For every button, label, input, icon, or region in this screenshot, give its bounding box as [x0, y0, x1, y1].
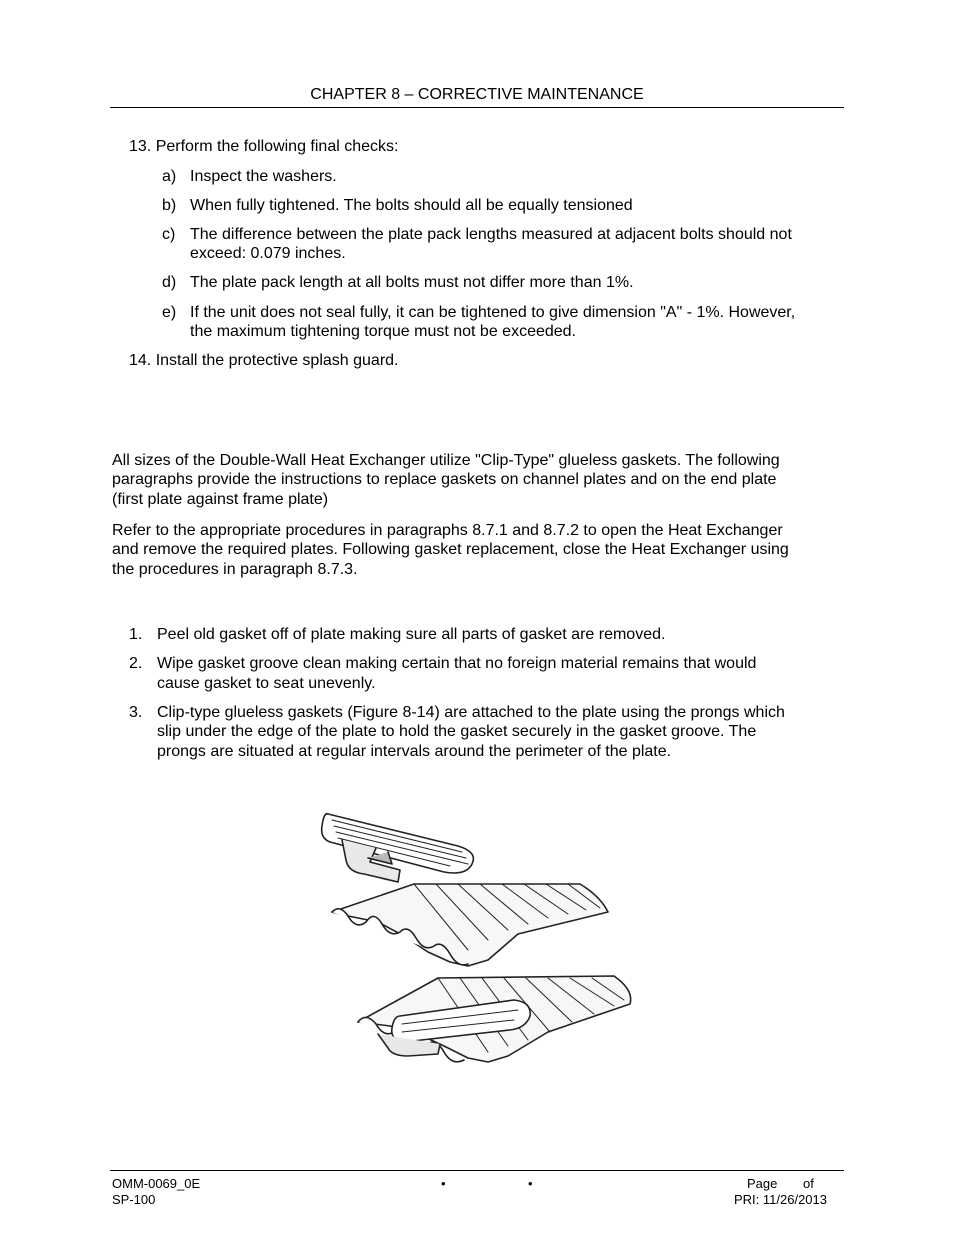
step-14-text: 14. Install the protective splash guard. [129, 352, 399, 369]
gasket-strip-detail [322, 814, 474, 882]
step-3-text-line3: prongs are situated at regular intervals around the perimeter of the plate. [157, 743, 672, 760]
check-text-c-line1: The difference between the plate pack lengths measured at adjacent bolts should not [190, 226, 792, 243]
footer-of-label: of [803, 1176, 814, 1191]
step-3-text-line2: slip under the edge of the plate to hold the gasket securely in the gasket groove. The [157, 723, 757, 740]
footer-bullet-left: • [441, 1176, 446, 1191]
step-2-text-line1: Wipe gasket groove clean making certain that no foreign material remains that would [157, 655, 757, 672]
footer-pri-date: PRI: 11/26/2013 [734, 1192, 827, 1207]
chapter-header: CHAPTER 8 – CORRECTIVE MAINTENANCE [310, 86, 644, 103]
check-label-a: a) [162, 168, 177, 185]
footer-page-label: Page [747, 1176, 778, 1191]
step-2-text-line2: cause gasket to seat unevenly. [157, 675, 376, 692]
intro-p2-line1: Refer to the appropriate procedures in paragraphs 8.7.1 and 8.7.2 to open the Heat Exchanger [112, 522, 783, 539]
step-1-text: Peel old gasket off of plate making sure all parts of gasket are removed. [157, 626, 666, 643]
check-text-b: When fully tightened. The bolts should all be equally tensioned [190, 197, 633, 214]
footer-rule [110, 1170, 844, 1171]
step-3-text-line1: Clip-type glueless gaskets (Figure 8-14) are attached to the plate using the prongs which [157, 704, 785, 721]
step-13-text: 13. Perform the following final checks: [129, 138, 399, 155]
corrugated-plate-middle [332, 884, 608, 966]
intro-p2-line2: and remove the required plates. Following gasket replacement, close the Heat Exchanger using [112, 541, 789, 558]
check-label-c: c) [162, 226, 176, 243]
footer-doc-id: OMM-0069_0E [112, 1176, 201, 1191]
check-text-a: Inspect the washers. [190, 168, 337, 185]
check-label-e: e) [162, 304, 177, 321]
footer-model: SP-100 [112, 1192, 156, 1207]
step-1-number: 1. [129, 626, 143, 643]
check-text-c-line2: exceed: 0.079 inches. [190, 245, 346, 262]
footer-bullet-right: • [528, 1176, 533, 1191]
step-3-number: 3. [129, 704, 143, 721]
check-label-d: d) [162, 274, 177, 291]
intro-p2-line3: the procedures in paragraph 8.7.3. [112, 561, 358, 578]
corrugated-plate-with-gasket [358, 976, 631, 1062]
intro-p1-line3: (first plate against frame plate) [112, 491, 329, 508]
check-text-e-line1: If the unit does not seal fully, it can be tightened to give dimension "A" - 1%. However, [190, 304, 796, 321]
check-text-e-line2: the maximum tightening torque must not be exceeded. [190, 323, 576, 340]
gasket-illustration [318, 800, 648, 1070]
check-text-d: The plate pack length at all bolts must not differ more than 1%. [190, 274, 634, 291]
check-label-b: b) [162, 197, 177, 214]
header-rule [110, 107, 844, 108]
intro-p1-line1: All sizes of the Double-Wall Heat Exchanger utilize "Clip-Type" glueless gaskets. The following [112, 452, 780, 469]
step-2-number: 2. [129, 655, 143, 672]
intro-p1-line2: paragraphs provide the instructions to replace gaskets on channel plates and on the end plate [112, 471, 777, 488]
